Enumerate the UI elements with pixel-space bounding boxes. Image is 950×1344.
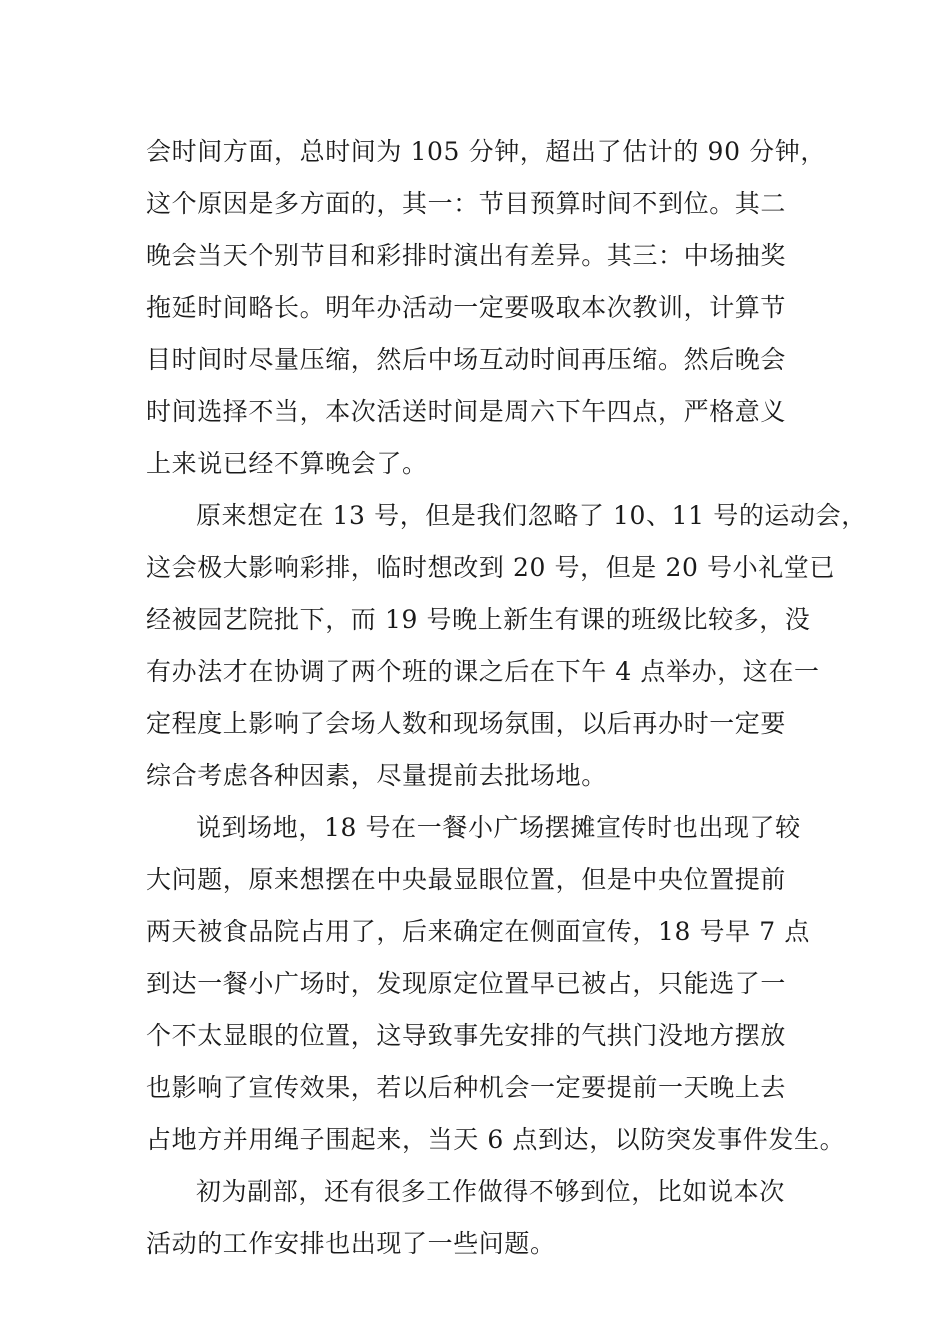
text-line: 目时间时尽量压缩，然后中场互动时间再压缩。然后晚会 (146, 345, 787, 374)
text-line: 占地方并用绳子围起来，当天 6 点到达，以防突发事件发生。 (146, 1125, 846, 1154)
paragraph-2 (146, 490, 867, 802)
text-line: 也影响了宣传效果，若以后种机会一定要提前一天晚上去 (146, 1073, 787, 1102)
text-line: 两天被食品院占用了，后来确定在侧面宣传，18 号早 7 点 (146, 917, 810, 946)
text-line: 晚会当天个别节目和彩排时演出有差异。其三：中场抽奖 (146, 241, 787, 270)
document-body (146, 126, 867, 1270)
text-line: 经被园艺院批下，而 19 号晚上新生有课的班级比较多，没 (146, 605, 811, 634)
text-line-first: 初为副部，还有很多工作做得不够到位，比如说本次 (196, 1177, 785, 1206)
text-line: 有办法才在协调了两个班的课之后在下午 4 点举办，这在一 (146, 657, 820, 686)
paragraph-3 (146, 802, 846, 1166)
text-line-first: 原来想定在 13 号，但是我们忽略了 10、11 号的运动会， (196, 501, 867, 530)
text-line: 会时间方面，总时间为 105 分钟，超出了估计的 90 分钟， (146, 137, 826, 166)
paragraph-4 (146, 1166, 826, 1270)
text-line: 大问题，原来想摆在中央最显眼位置，但是中央位置提前 (146, 865, 787, 894)
text-line: 这个原因是多方面的，其一：节目预算时间不到位。其二 (146, 189, 787, 218)
text-line: 到达一餐小广场时，发现原定位置早已被占，只能选了一 (146, 969, 787, 998)
text-line: 活动的工作安排也出现了一些问题。 (146, 1229, 556, 1258)
text-line: 定程度上影响了会场人数和现场氛围，以后再办时一定要 (146, 709, 787, 738)
text-line: 这会极大影响彩排，临时想改到 20 号，但是 20 号小礼堂已 (146, 553, 836, 582)
paragraph-1 (146, 126, 826, 490)
text-line: 个不太显眼的位置，这导致事先安排的气拱门没地方摆放 (146, 1021, 787, 1050)
text-line: 综合考虑各种因素，尽量提前去批场地。 (146, 761, 607, 790)
text-line: 上来说已经不算晚会了。 (146, 449, 428, 478)
text-line: 时间选择不当，本次活送时间是周六下午四点，严格意义 (146, 397, 787, 426)
text-line-first: 说到场地，18 号在一餐小广场摆摊宣传时也出现了较 (196, 813, 801, 842)
text-line: 拖延时间略长。明年办活动一定要吸取本次教训，计算节 (146, 293, 787, 322)
